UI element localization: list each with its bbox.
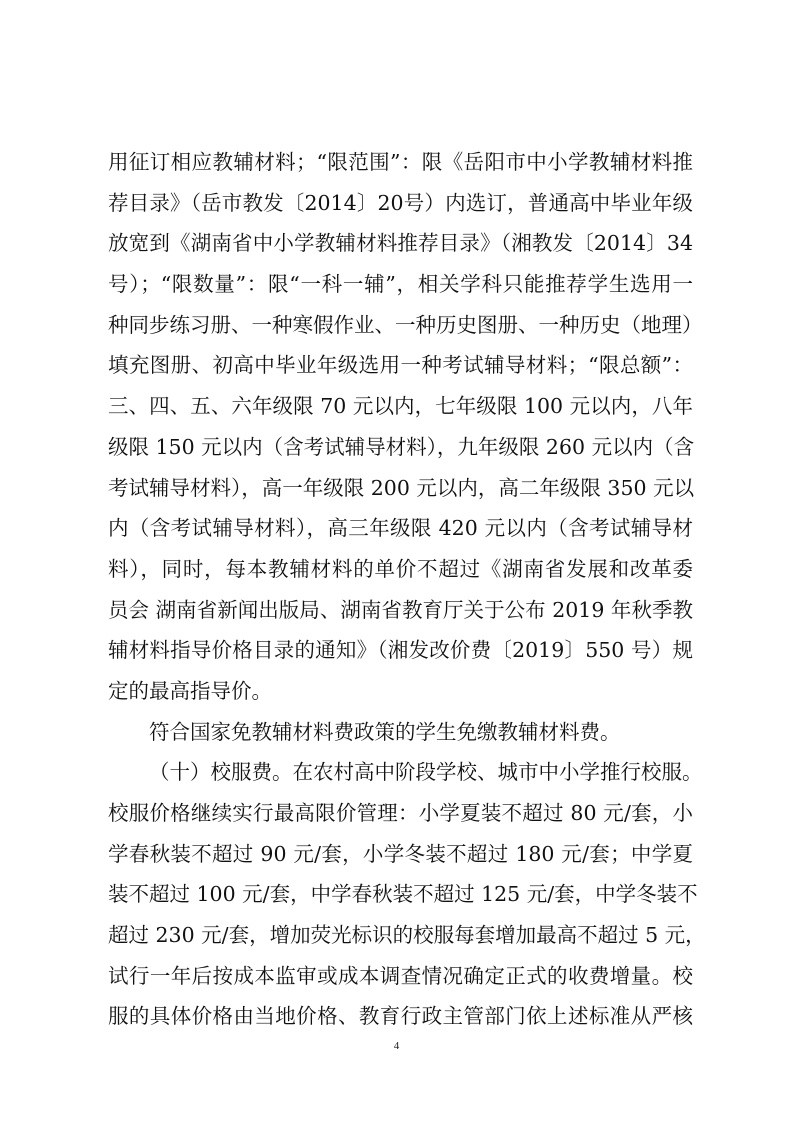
text-line: 辅材料指导价格目录的通知》（湘发改价费〔2019〕550 号）规 [108, 638, 693, 663]
text-line: 料），同时，每本教辅材料的单价不超过《湖南省发展和改革委 [108, 556, 693, 581]
text-line: 内（含考试辅导材料），高三年级限 420 元以内（含考试辅导材 [108, 516, 693, 541]
text-line: 放宽到《湖南省中小学教辅材料推荐目录》（湘教发〔2014〕34 [108, 231, 693, 256]
text-line: 员会 湖南省新闻出版局、湖南省教育厅关于公布 2019 年秋季教 [108, 597, 693, 622]
text-line: 用征订相应教辅材料；“限范围”：限《岳阳市中小学教辅材料推 [108, 150, 693, 174]
text-line: 装不超过 100 元/套，中学春秋装不超过 125 元/套，中学冬装不 [108, 882, 698, 907]
text-line: 学春秋装不超过 90 元/套，小学冬装不超过 180 元/套；中学夏 [108, 841, 693, 866]
text-line: 试行一年后按成本监审或成本调查情况确定正式的收费增量。校 [108, 963, 693, 988]
text-line: 号）；“限数量”：限“一科一辅”，相关学科只能推荐学生选用一 [108, 272, 693, 297]
body-text [108, 142, 706, 1037]
section-heading-line: （十）校服费。在农村高中阶段学校、城市中小学推行校服。 [149, 760, 703, 785]
text-line: 填充图册、初高中毕业年级选用一种考试辅导材料；“限总额”： [108, 353, 693, 378]
page-number: 4 [393, 1040, 400, 1052]
text-line: 服的具体价格由当地价格、教育行政主管部门依上述标准从严核 [108, 1004, 693, 1029]
text-line: 级限 150 元以内（含考试辅导材料），九年级限 260 元以内（含 [108, 434, 695, 459]
text-line: 三、四、五、六年级限 70 元以内，七年级限 100 元以内，八年 [108, 394, 693, 419]
text-line: 符合国家免教辅材料费政策的学生免缴教辅材料费。 [149, 719, 621, 744]
text-line: 超过 230 元/套，增加荧光标识的校服每套增加最高不超过 5 元， [108, 923, 706, 948]
text-line: 种同步练习册、一种寒假作业、一种历史图册、一种历史（地理） [108, 312, 703, 337]
text-line: 定的最高指导价。 [108, 678, 272, 703]
text-line: 校服价格继续实行最高限价管理：小学夏装不超过 80 元/套，小 [108, 801, 693, 825]
text-line: 考试辅导材料），高一年级限 200 元以内，高二年级限 350 元以 [108, 475, 695, 500]
text-line: 荐目录》（岳市教发〔2014〕20号）内选订，普通高中毕业年级 [108, 190, 693, 215]
